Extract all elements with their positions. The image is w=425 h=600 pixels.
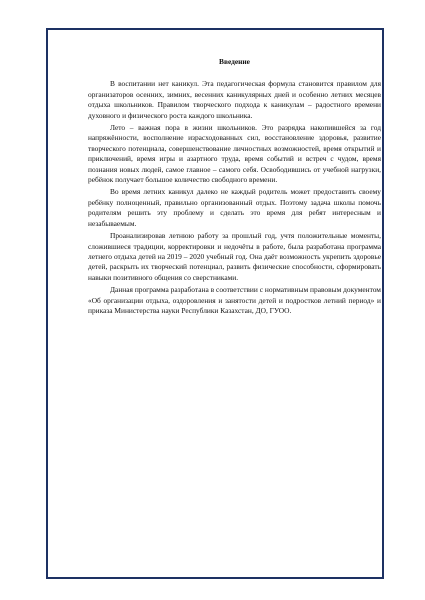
paragraph-3: Во время летних каникул далеко не каждый родитель может предоставить своему ребёнку полноценный, правильно организованный отдых. Поэтому задача школы помочь родителям решить эту проблему и сделать это время для ребят интересным и незабываемым. bbox=[88, 187, 381, 228]
paragraph-4: Проанализировав летнюю работу за прошлый год, учтя положительные моменты, сложившиеся традиции, корректировки и недочёты в работе, была разработана программа летнего отдыха детей на 2019 – 2020 учебный год. Она даёт возможность укрепить здоровье детей, раскрыть их творческий потенциал, развить физические способности, сформировать навыки позитивного общения со сверстниками. bbox=[88, 231, 381, 282]
paragraph-1: В воспитании нет каникул. Эта педагогическая формула становится правилом для организаторов осенних, зимних, весенних каникулярных дней и особенно летних месяцев отдыха школьников. Правилом творческого подхода к каникулам – радостного времени духовного и физического роста каждого школьника. bbox=[88, 79, 381, 120]
paragraph-2: Лето – важная пора в жизни школьников. Это разрядка накопившейся за год напряжённости, восполнение израсходованных сил, восстановление здоровья, развитие творческого потенциала, совершенствование личностных возможностей, время открытий и приключений, время игры и азартного труда, время событий и встреч с чудом, время познания новых людей, самое главное – самого себя. Освободившись от учебной нагрузки, ребёнок получает большое количество свободного времени. bbox=[88, 123, 381, 185]
document-body bbox=[88, 57, 381, 318]
document-title: Введение bbox=[219, 57, 250, 66]
paragraph-5: Данная программа разработана в соответствии с нормативным правовым документом «Об организации отдыха, оздоровления и занятости детей и подростков летний период» и приказа Министерства науки Республики Казахстан, ДО, ГУОО. bbox=[88, 285, 381, 315]
